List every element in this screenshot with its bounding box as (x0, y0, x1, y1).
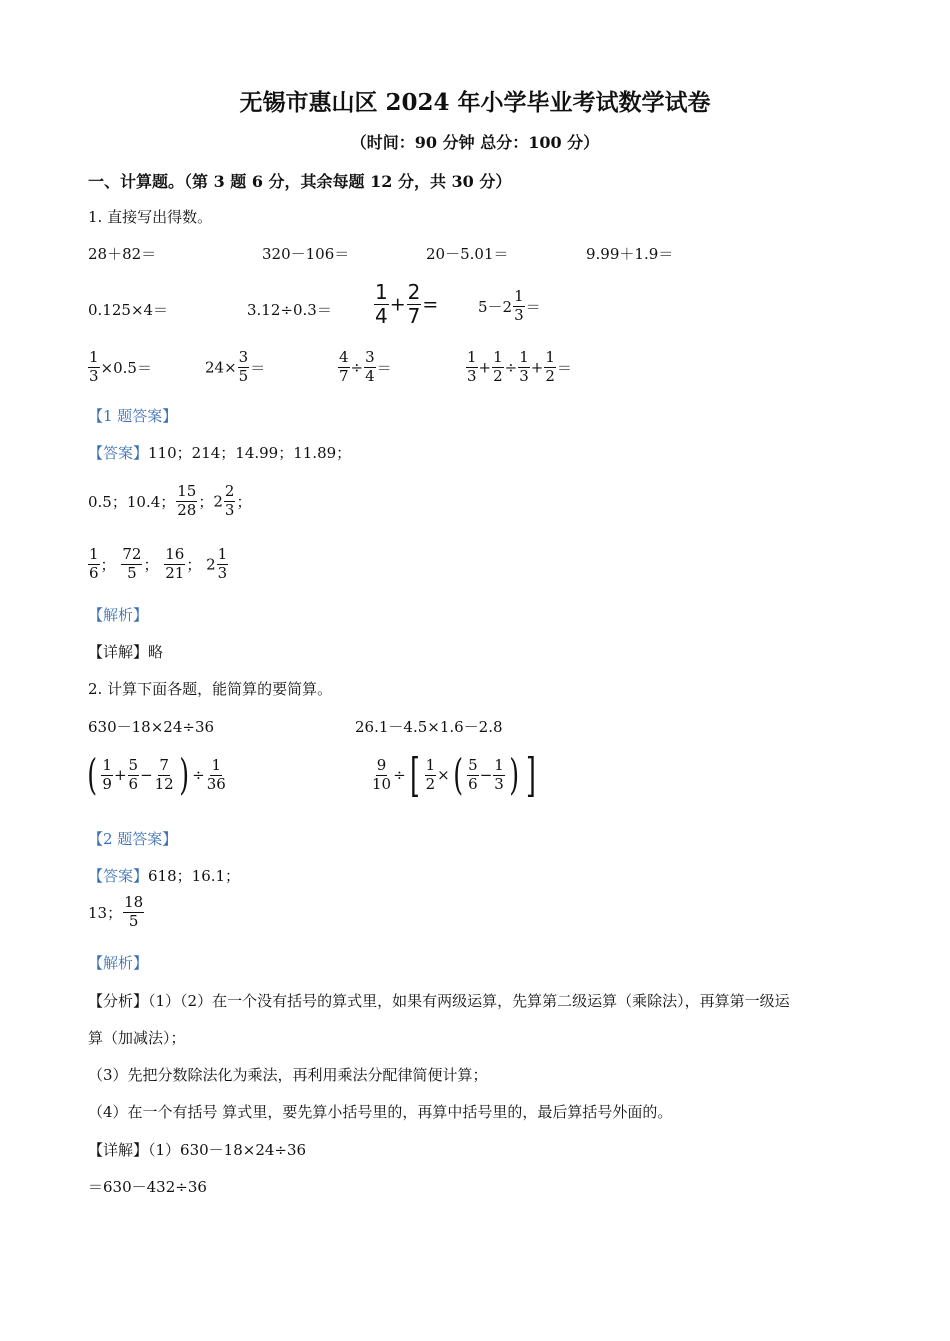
q1-detail: 【详解】略 (88, 643, 164, 661)
fraction: $\frac{1}{9}$ (102, 755, 112, 793)
fraction: $\frac{4}{7}$ (339, 348, 349, 385)
q2-analysis: （4）在一个有括号 算式里，要先算小括号里的，再算中括号里的，最后算括号外面的。 (88, 1103, 673, 1121)
fraction: $\frac{7}{12}$ (154, 755, 174, 793)
fraction: $\frac{1}{3}$ (467, 348, 477, 385)
fraction: $\frac{5}{6}$ (468, 755, 478, 793)
q1-item: $\frac{4}{7}$ ÷ $\frac{3}{4}$ ＝ (339, 348, 392, 385)
fraction: $\frac{2}{3}$ (224, 482, 235, 519)
q1-item: $\frac{1}{3}$ + $\frac{1}{2}$ ÷ $\frac{1}{3}$ + $\frac{1}{2}$ ＝ (467, 348, 572, 385)
fraction: $\frac{1}{2}$ (493, 348, 503, 385)
q2-item: $\frac{9}{10}$ ÷[ $\frac{1}{2}$ ×( $\frac{5}{6}$ − $\frac{1}{3}$ ) ] (372, 748, 537, 802)
fraction: $\frac{2}{7}$ (407, 280, 421, 328)
q2-item: ( $\frac{1}{9}$ + $\frac{5}{6}$ − $\frac{7}{12}$ ) ÷ $\frac{1}{36}$ (87, 750, 226, 799)
fraction: $\frac{1}{3}$ (89, 348, 99, 385)
fraction: $\frac{1}{6}$ (89, 545, 99, 582)
q2-analysis: 【分析】（1）（2）在一个没有括号的算式里，如果有两级运算，先算第二级运算（乘除法），再算第一级运 (88, 992, 790, 1010)
fraction: $\frac{1}{3}$ (519, 348, 529, 385)
fraction: $\frac{18}{5}$ (124, 893, 144, 930)
q1-answer-tag: 【1 题答案】 (88, 407, 178, 425)
q1-analysis-tag: 【解析】 (88, 606, 149, 624)
q2-answer-line: 13； $\frac{18}{5}$ (88, 893, 144, 930)
fraction: $\frac{1}{36}$ (206, 755, 226, 793)
q1-item: 28＋82＝ (88, 245, 157, 263)
q2-stem: 2. 计算下面各题，能简算的要简算。 (88, 680, 333, 698)
q1-item: 24× $\frac{3}{5}$ ＝ (205, 348, 266, 385)
q1-item: 3.12÷0.3＝ (247, 301, 332, 319)
q1-item: 9.99＋1.9＝ (586, 245, 674, 263)
q2-item: 26.1－4.5×1.6－2.8 (355, 718, 503, 736)
fraction: $\frac{1}{3}$ (514, 287, 524, 324)
fraction: $\frac{16}{21}$ (165, 545, 185, 582)
fraction: $\frac{1}{2}$ (425, 755, 436, 793)
q1-item: 0.125×4＝ (88, 301, 169, 319)
q1-stem: 1. 直接写出得数。 (88, 208, 213, 226)
q1-answer-line: 【答案】110；214；14.99；11.89； (88, 444, 352, 462)
q2-item: 630－18×24÷36 (88, 718, 215, 736)
fraction: $\frac{5}{6}$ (128, 755, 139, 793)
page-title: 无锡市惠山区 2024 年小学毕业考试数学试卷 (239, 89, 711, 116)
fraction: $\frac{3}{4}$ (365, 348, 375, 385)
q2-analysis-tag: 【解析】 (88, 954, 149, 972)
q1-mixed-expression: 5－2 $\frac{1}{3}$ ＝ (478, 287, 541, 324)
fraction: $\frac{1}{4}$ (375, 280, 388, 328)
q2-detail: ＝630－432÷36 (88, 1178, 207, 1196)
q2-answer-tag: 【2 题答案】 (88, 830, 178, 848)
fraction: $\frac{1}{3}$ (217, 545, 228, 582)
fraction: $\frac{72}{5}$ (122, 545, 142, 582)
fraction: $\frac{9}{10}$ (372, 755, 392, 793)
fraction: $\frac{3}{5}$ (238, 348, 249, 385)
fraction: $\frac{15}{28}$ (177, 482, 197, 519)
q1-fraction-expression: $\frac{1}{4}$ + $\frac{2}{7}$ = (375, 280, 439, 328)
exam-info: （时间：90 分钟 总分：100 分） (350, 133, 600, 152)
q1-answer-line: 0.5；10.4； $\frac{15}{28}$ ；2 $\frac{2}{3}$ ； (88, 482, 252, 519)
fraction: $\frac{1}{3}$ (494, 755, 504, 793)
q1-item: 20－5.01＝ (426, 245, 509, 263)
fraction: $\frac{1}{2}$ (545, 348, 555, 385)
q2-analysis: （3）先把分数除法化为乘法，再利用乘法分配律简便计算； (88, 1066, 488, 1084)
section-heading: 一、计算题。（第 3 题 6 分，其余每题 12 分，共 30 分） (88, 172, 512, 191)
q1-answer-line: $\frac{1}{6}$ ； $\frac{72}{5}$ ； $\frac{16}{21}$ ； 2 $\frac{1}{3}$ (89, 545, 228, 582)
q2-answer-line: 【答案】618；16.1； (88, 867, 241, 885)
q1-item: $\frac{1}{3}$ ×0.5＝ (89, 348, 152, 385)
q2-detail: 【详解】（1）630－18×24÷36 (88, 1141, 307, 1159)
q2-analysis: 算（加减法）； (88, 1029, 186, 1047)
q1-item: 320－106＝ (262, 245, 350, 263)
